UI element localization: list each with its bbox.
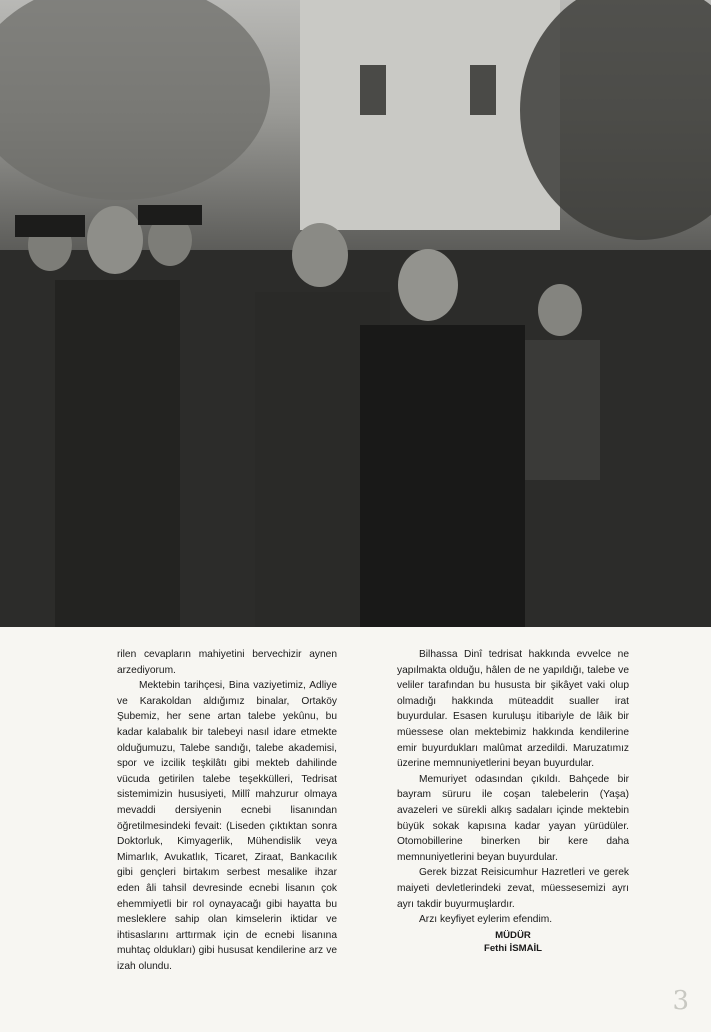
signature-name: Fethi İSMAİL	[483, 943, 543, 955]
building-window	[470, 65, 496, 115]
building-window	[360, 65, 386, 115]
page-number: 3	[672, 986, 689, 1016]
right-paragraph-4: Arzı keyfiyet eylerim efendim.	[419, 914, 553, 926]
right-column	[397, 647, 629, 956]
left-paragraph-2: Mektebin tarihçesi, Bina vaziyetimiz, Adliye ve Karakoldan aldığımız binalar, Ortaköy Şubemiz, her sene artan talebe yekûnu, bu kadar kalabalık bir talebeyi nasıl idare etmekte olduğumuzu, Talebe sandığı, talebe akademisi, spor ve izcilik teşkilâtı gibi mekteb dahilinde vücuda getirilen talebe teşekkülleri, Tedrisat sistemimizin hususiyeti, Millî mahzurur olmaya mevaddi dersiyenin ecnebi lisanından öğretilmesindeki fevait: (Liseden çıktıktan sonra Doktorluk, Kimyagerlik, Mühendislik veya Mimarlık, Avukatlık, Ticaret, Ziraat, Bankacılık gibi gençleri birtakım serbest mesalike ihzar eden âli tahsil devresinde ecnebi lisanın çok ehemmiyetli bir rol oynayacağı gibi hayatta bu mesleklere sahip olan kimselerin iktidar ve ihtisaslarını arttırmak için de ecnebi lisanına muhtaç oldukları) gibi hususat kendilerine arz ve izah olundu.	[117, 680, 337, 972]
left-column	[117, 647, 337, 974]
article-text-area	[0, 627, 711, 1032]
signature-title: MÜDÜR	[495, 929, 531, 941]
right-paragraph-2: Memuriyet odasından çıkıldı. Bahçede bir bayram süruru ile coşan talebelerin (Yaşa) avazeleri ve sürekli alkış sadaları içinde mektebin büyük sokak kapısına kadar yayan yürüdüler. Otomobillerine binerken bir kere daha memnuniyetlerini beyan buyurdular.	[397, 773, 629, 863]
tree-left	[0, 0, 270, 200]
right-paragraph-1: Bilhassa Dinî tedrisat hakkında evvelce ne yapılmakta olduğu, hâlen de ne yapıldığı, talebe ve veliler tarafından bu hususta bir şikâyet vaki olup olmadığı hakkında müteaddit sualler irat buyurdular. Esasen kuruluşu itibariyle de lâik bir müessese olan mektebimiz hakkında kendilerine emir buyurdukları malûmat arzedildi. Maruzatımız üzerine memnuniyetlerini beyan buyurdular.	[397, 649, 629, 770]
left-paragraph-1: rilen cevapların mahiyetini bervechizir aynen arzediyorum.	[117, 649, 337, 676]
right-paragraph-3: Gerek bizzat Reisicumhur Hazretleri ve gerek maiyeti devletlerindeki zevat, müessesemizi ayrı ayrı takdir buyurmuşlardır.	[397, 867, 629, 910]
